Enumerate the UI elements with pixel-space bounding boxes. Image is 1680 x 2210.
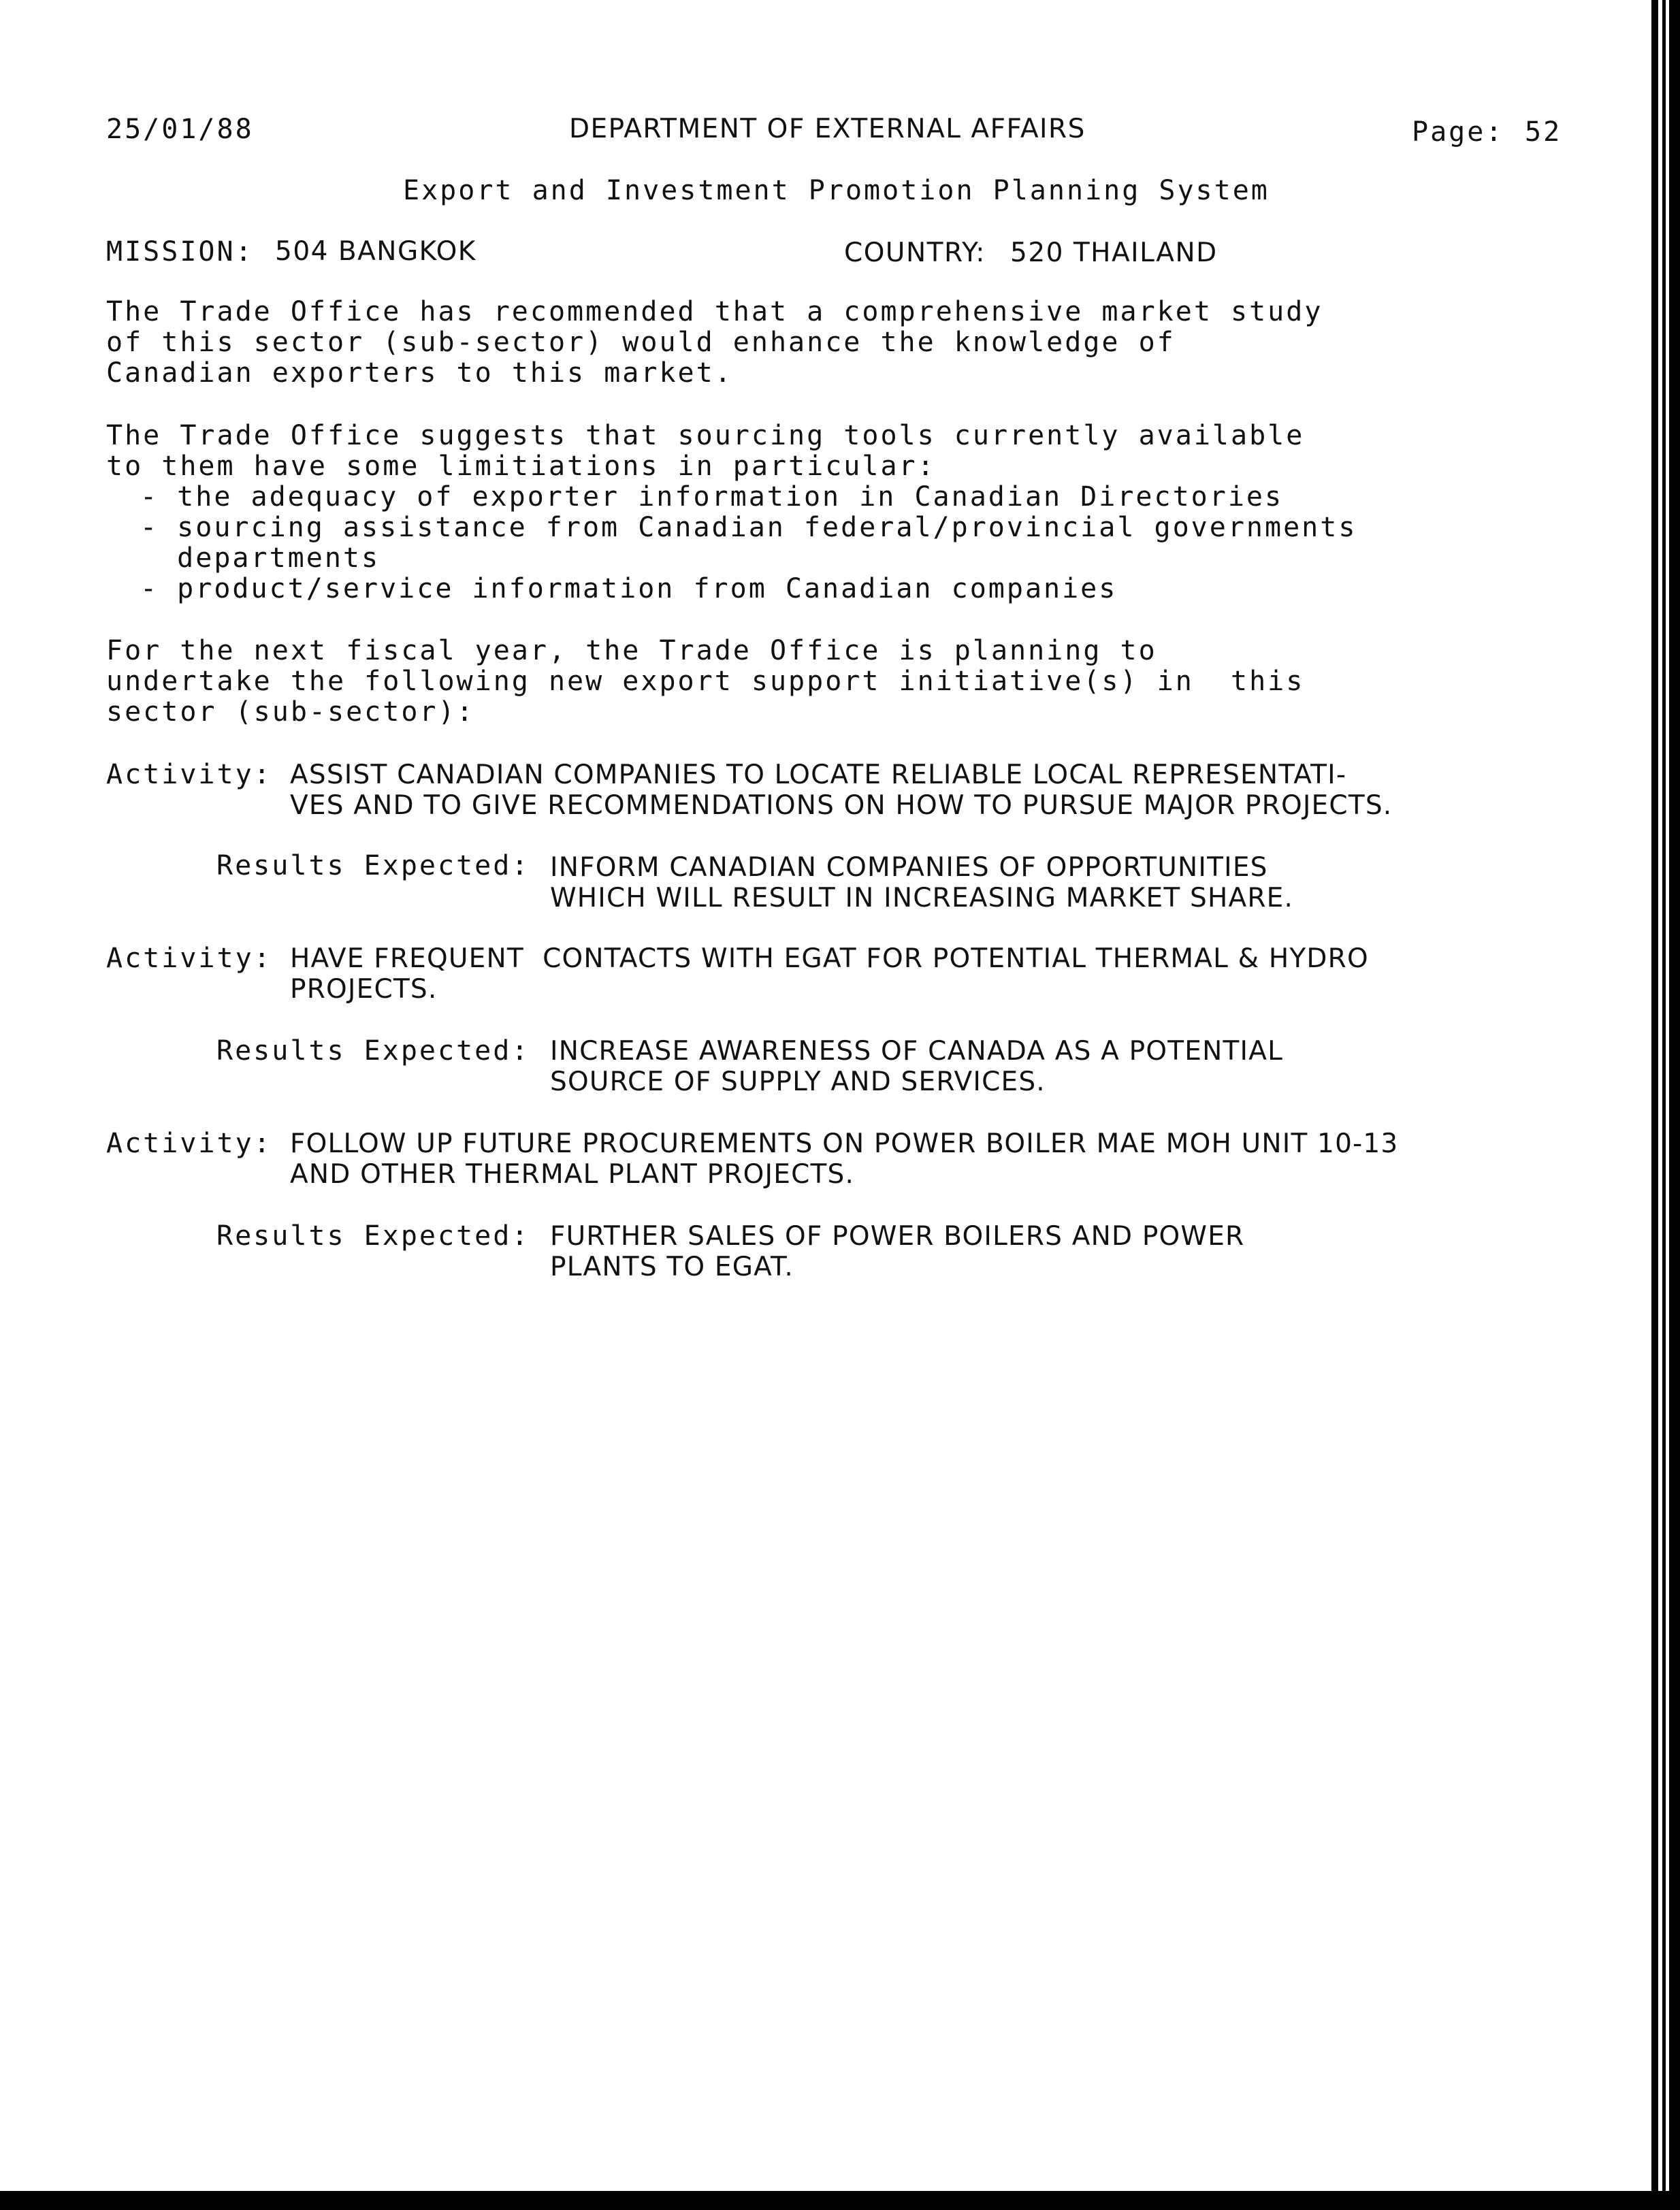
paragraph-next-fiscal-year <box>106 636 1304 728</box>
results-expected-label: Results Expected: <box>216 1035 530 1067</box>
mission-label: MISSION: <box>106 236 254 267</box>
activity-description <box>290 760 1392 821</box>
results-expected-description <box>550 1221 1244 1282</box>
paragraph-line: of this sector (sub-sector) would enhance the knowledge of <box>106 327 1176 358</box>
limitations-list <box>140 482 1357 604</box>
activity-description <box>290 943 1369 1005</box>
country-value: 520 THAILAND <box>1010 238 1218 268</box>
activity-line: VES AND TO GIVE RECOMMENDATIONS ON HOW TO PURSUE MAJOR PROJECTS. <box>290 790 1393 821</box>
paragraph-line: undertake the following new export support initiative(s) in this <box>106 666 1305 697</box>
paragraph-line: The Trade Office suggests that sourcing tools currently available <box>106 420 1305 451</box>
paragraph-line: sector (sub-sector): <box>106 696 475 728</box>
list-item: - the adequacy of exporter information in Canadian Directories <box>140 481 1284 513</box>
results-expected-description <box>550 1036 1283 1097</box>
paragraph-line: The Trade Office has recommended that a comprehensive market study <box>106 296 1323 327</box>
list-item: departments <box>140 542 381 574</box>
results-expected-label: Results Expected: <box>216 1220 530 1252</box>
scan-edge-bottom <box>0 2191 1680 2210</box>
results-line: PLANTS TO EGAT. <box>550 1252 794 1282</box>
list-item: - sourcing assistance from Canadian federal/provincial governments <box>140 512 1357 543</box>
system-title: Export and Investment Promotion Planning System <box>403 175 1270 206</box>
paragraph-sourcing-tools <box>106 421 1304 482</box>
activity-label: Activity: <box>106 943 272 974</box>
results-expected-label: Results Expected: <box>216 850 530 881</box>
activity-description <box>290 1128 1398 1190</box>
activity-line: PROJECTS. <box>290 974 438 1005</box>
paragraph-line: Canadian exporters to this market. <box>106 357 733 389</box>
paragraph-line: to them have some limitiations in particular: <box>106 451 936 482</box>
results-line: INFORM CANADIAN COMPANIES OF OPPORTUNITIES <box>550 852 1268 883</box>
scan-edge-right <box>1651 0 1680 2210</box>
country-label: COUNTRY: <box>844 238 986 268</box>
results-expected-description <box>550 852 1293 913</box>
department-title: DEPARTMENT OF EXTERNAL AFFAIRS <box>569 114 1086 144</box>
results-line: FURTHER SALES OF POWER BOILERS AND POWER <box>550 1221 1245 1252</box>
list-item: - product/service information from Canadian companies <box>140 573 1118 604</box>
paragraph-market-study <box>106 297 1323 389</box>
paragraph-line: For the next fiscal year, the Trade Office is planning to <box>106 635 1157 666</box>
activity-line: HAVE FREQUENT CONTACTS WITH EGAT FOR POTENTIAL THERMAL & HYDRO <box>290 943 1369 974</box>
results-line: SOURCE OF SUPPLY AND SERVICES. <box>550 1067 1046 1097</box>
activity-line: FOLLOW UP FUTURE PROCUREMENTS ON POWER BOILER MAE MOH UNIT 10-13 <box>290 1128 1399 1159</box>
activity-label: Activity: <box>106 759 272 790</box>
activity-line: ASSIST CANADIAN COMPANIES TO LOCATE RELIABLE LOCAL REPRESENTATI- <box>290 760 1347 790</box>
page-label: Page: <box>1412 116 1504 148</box>
results-line: INCREASE AWARENESS OF CANADA AS A POTENTIAL <box>550 1036 1284 1067</box>
activity-label: Activity: <box>106 1128 272 1159</box>
activity-line: AND OTHER THERMAL PLANT PROJECTS. <box>290 1159 855 1190</box>
page-number: 52 <box>1525 116 1562 148</box>
results-line: WHICH WILL RESULT IN INCREASING MARKET SHARE. <box>550 883 1294 913</box>
mission-value: 504 BANGKOK <box>275 236 476 267</box>
report-date: 25/01/88 <box>106 114 254 145</box>
